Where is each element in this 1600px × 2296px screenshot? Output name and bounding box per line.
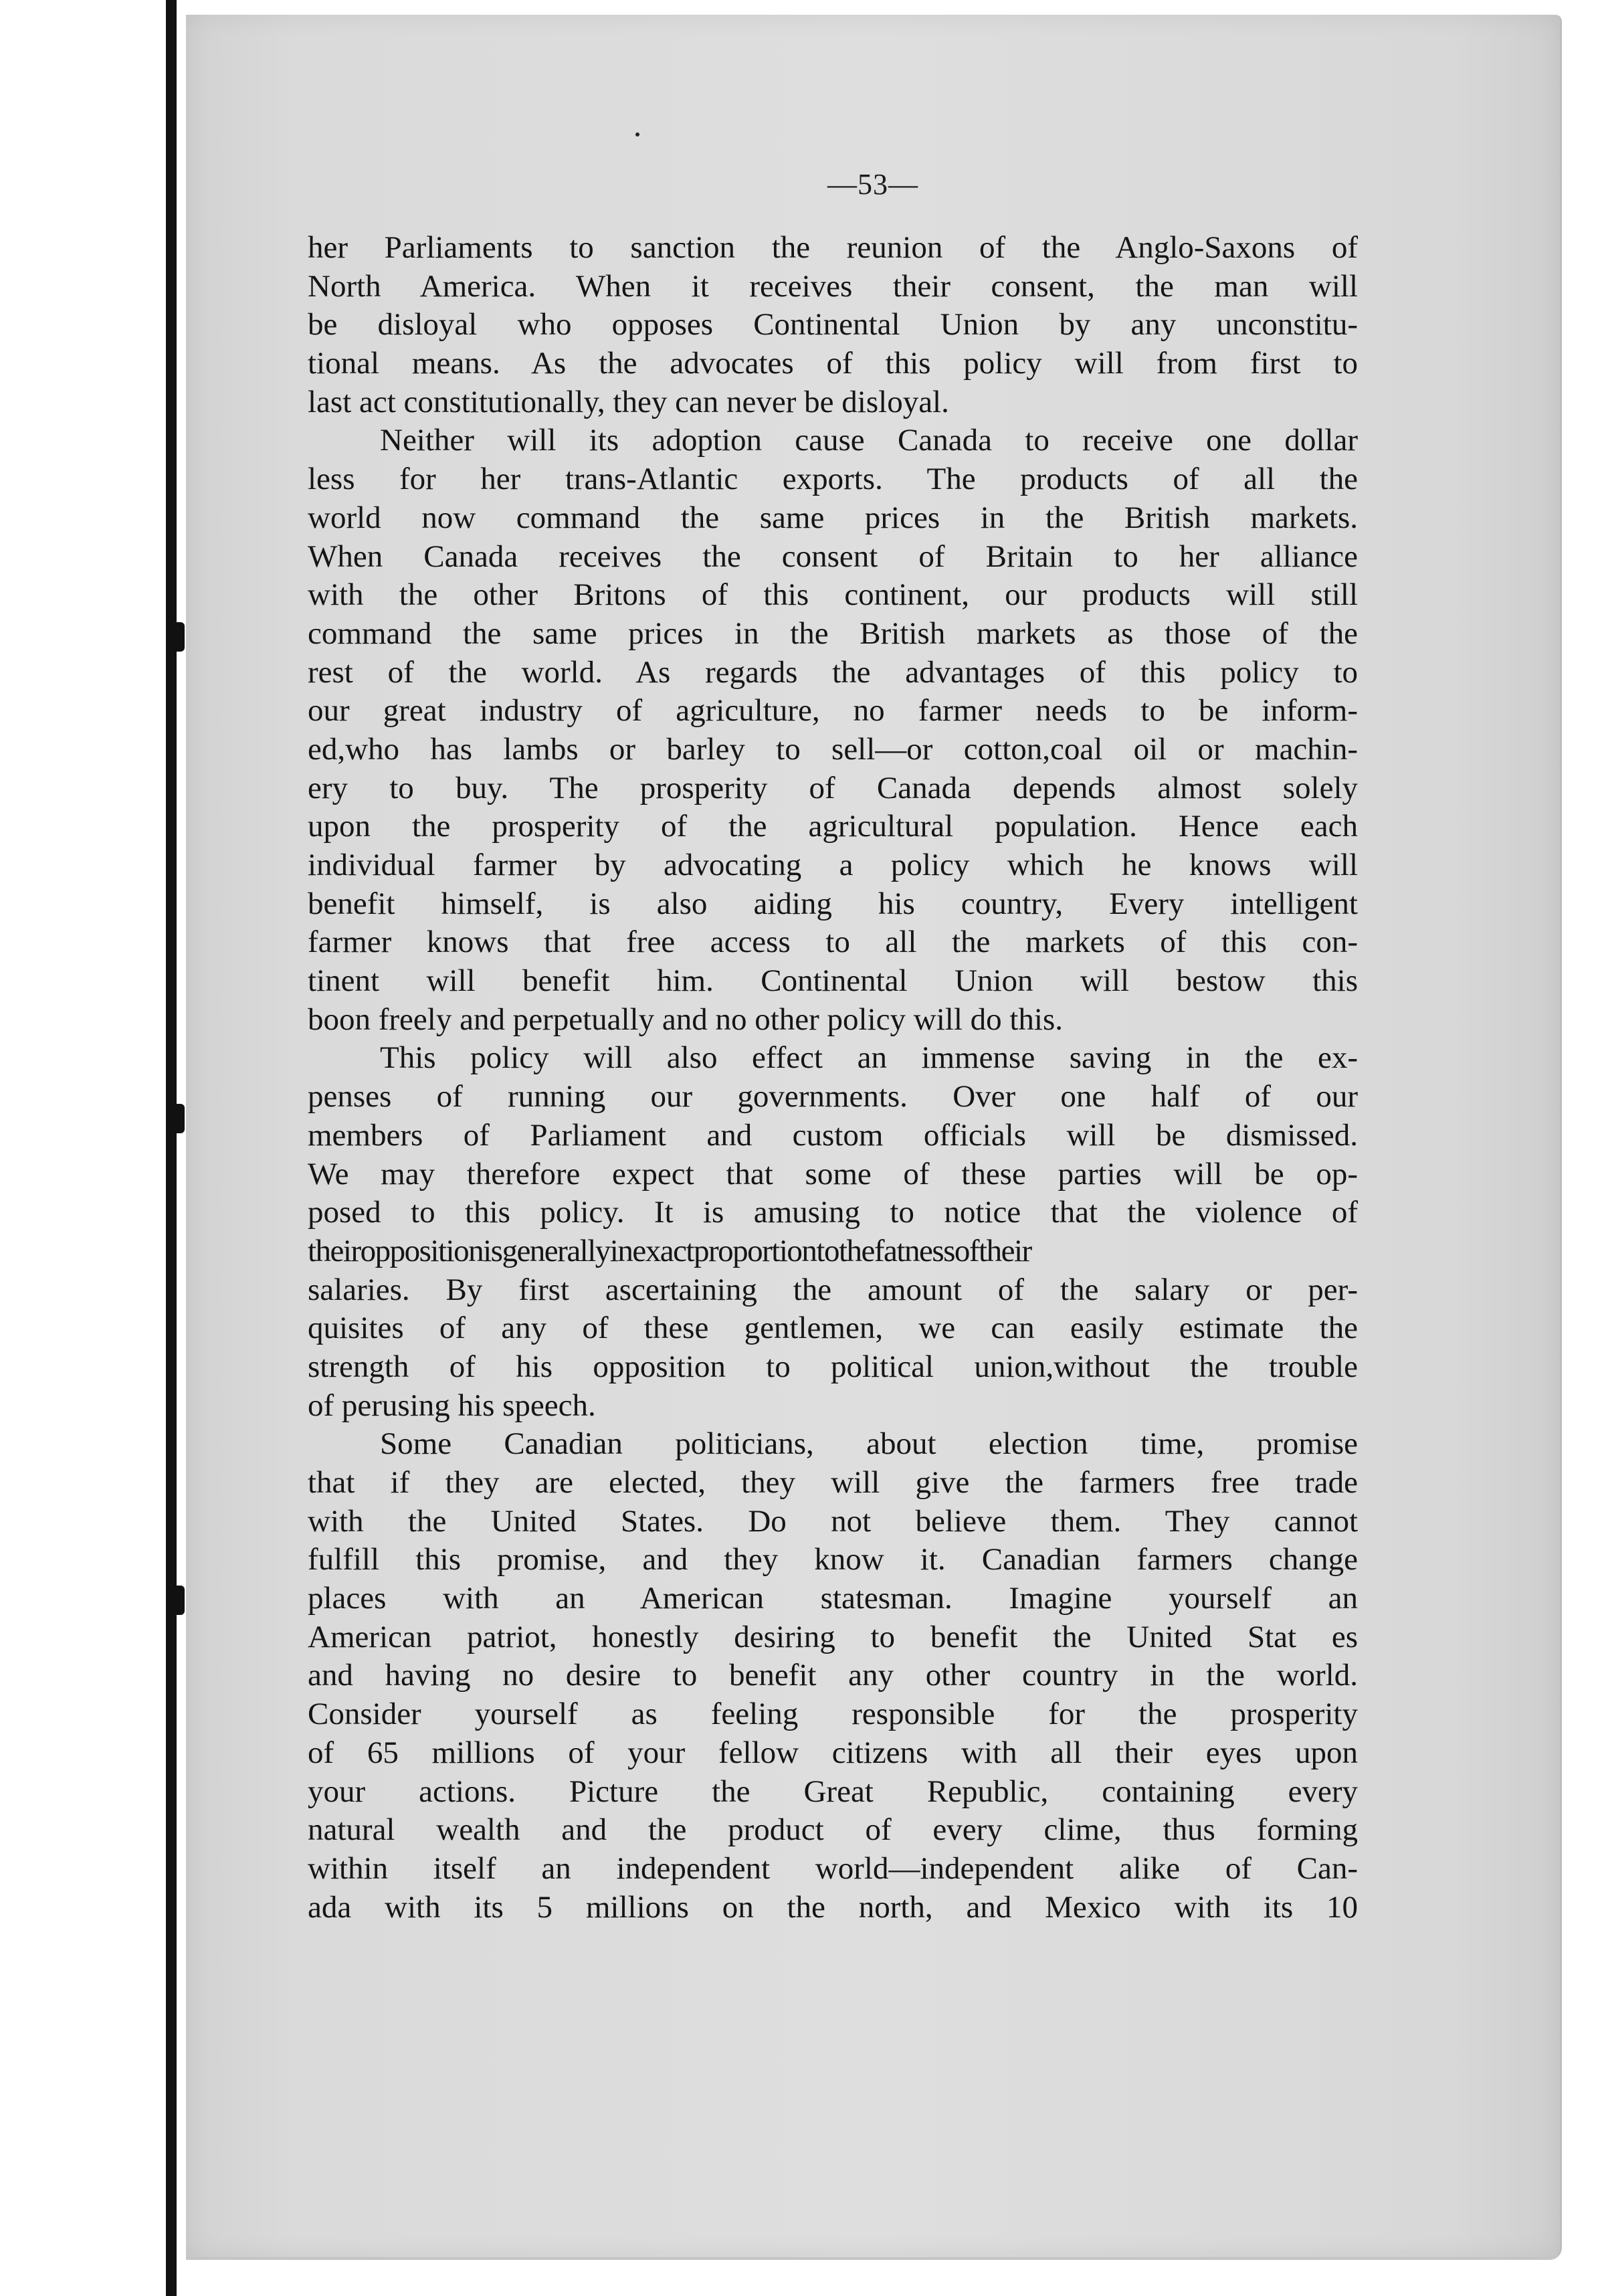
- text-line: natural wealth and the product of every clime, thus forming: [308, 1812, 1358, 1848]
- text-line: world now command the same prices in the British markets.: [308, 500, 1358, 535]
- text-line: command the same prices in the British markets as those of the: [308, 615, 1358, 651]
- text-line: rest of the world. As regards the advantages of this policy to: [308, 654, 1358, 690]
- text-line: ery to buy. The prosperity of Canada depends almost solely: [308, 770, 1358, 805]
- text-line: with the United States. Do not believe them. They cannot: [308, 1503, 1358, 1539]
- text-line: ada with its 5 millions on the north, and Mexico with its 10: [308, 1889, 1358, 1925]
- text-line: our great industry of agriculture, no farmer needs to be inform-: [308, 693, 1358, 729]
- text-line: last act constitutionally, they can never be disloyal.: [308, 384, 949, 419]
- ink-speck: [635, 132, 639, 136]
- text-line: members of Parliament and custom officials will be dismissed.: [308, 1117, 1358, 1153]
- text-line: less for her trans-Atlantic exports. The products of all the: [308, 462, 1358, 497]
- text-line: Neither will its adoption cause Canada to receive one dollar: [380, 423, 1358, 458]
- text-line: quisites of any of these gentlemen, we can easily estimate the: [308, 1311, 1358, 1346]
- scan-binding-edge: [166, 0, 177, 2296]
- text-line: ed,who has lambs or barley to sell—or cotton,coal oil or machin-: [308, 731, 1358, 767]
- text-line: your actions. Picture the Great Republic, containing every: [308, 1774, 1358, 1809]
- text-line: be disloyal who opposes Continental Union by any unconstitu-: [308, 307, 1358, 343]
- binding-notch: [175, 1586, 185, 1615]
- text-line: and having no desire to benefit any other country in the world.: [308, 1658, 1358, 1693]
- text-line: tinent will benefit him. Continental Union will bestow this: [308, 963, 1358, 999]
- body-text: [308, 229, 1358, 1927]
- text-line: places with an American statesman. Imagine yourself an: [308, 1581, 1358, 1616]
- document-page: [186, 15, 1562, 2260]
- text-line: with the other Britons of this continent, our products will still: [308, 577, 1358, 613]
- text-line: boon freely and perpetually and no other policy will do this.: [308, 1001, 1064, 1037]
- text-line: upon the prosperity of the agricultural population. Hence each: [308, 809, 1358, 844]
- text-line: of perusing his speech.: [308, 1388, 596, 1423]
- text-line: Consider yourself as feeling responsible for the prosperity: [308, 1697, 1358, 1732]
- text-line: salaries. By first ascertaining the amount of the salary or per-: [308, 1272, 1358, 1307]
- text-line: benefit himself, is also aiding his country, Every intelligent: [308, 886, 1358, 921]
- page-number: —53—: [827, 168, 918, 201]
- text-line: When Canada receives the consent of Britain to her alliance: [308, 539, 1358, 574]
- text-line: penses of running our governments. Over one half of our: [308, 1079, 1358, 1115]
- text-line: posed to this policy. It is amusing to notice that the violence of: [308, 1195, 1358, 1230]
- text-line: fulfill this promise, and they know it. Canadian farmers change: [308, 1542, 1358, 1577]
- text-line: We may therefore expect that some of these parties will be op-: [308, 1156, 1358, 1191]
- text-line: tional means. As the advocates of this policy will from first to: [308, 346, 1358, 381]
- text-line: Some Canadian politicians, about election time, promise: [380, 1426, 1358, 1462]
- text-line: her Parliaments to sanction the reunion of the Anglo-Saxons of: [308, 230, 1358, 265]
- text-line: theiroppositionisgenerallyinexactproportiontothefatnessoftheir: [308, 1233, 1031, 1268]
- binding-notch: [175, 622, 185, 652]
- text-line: that if they are elected, they will give the farmers free trade: [308, 1465, 1358, 1500]
- text-line: North America. When it receives their consent, the man will: [308, 268, 1358, 304]
- binding-notch: [175, 1104, 185, 1133]
- text-line: strength of his opposition to political union,without the trouble: [308, 1349, 1358, 1384]
- text-line: individual farmer by advocating a policy which he knows will: [308, 848, 1358, 882]
- text-line: of 65 millions of your fellow citizens with all their eyes upon: [308, 1735, 1358, 1770]
- text-line: American patriot, honestly desiring to benefit the United Stat es: [308, 1619, 1358, 1654]
- text-line: This policy will also effect an immense saving in the ex-: [380, 1040, 1358, 1076]
- text-line: within itself an independent world—independent alike of Can-: [308, 1850, 1358, 1886]
- text-line: farmer knows that free access to all the markets of this con-: [308, 925, 1358, 960]
